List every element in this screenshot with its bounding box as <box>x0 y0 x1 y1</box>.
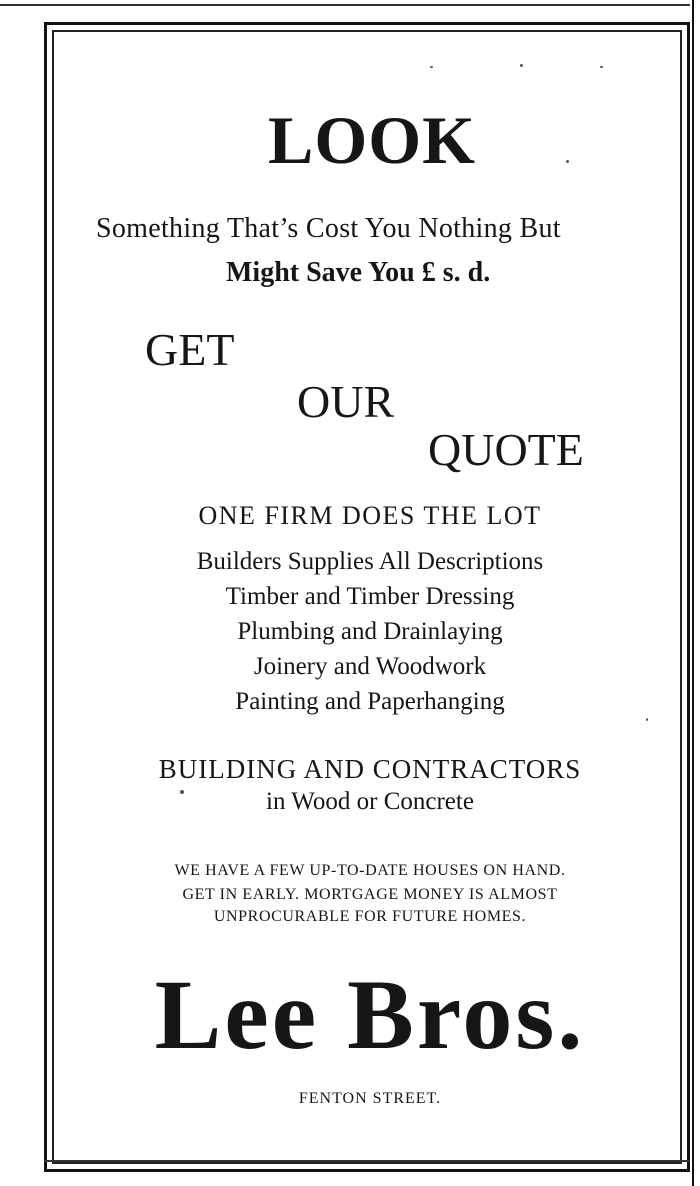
service-item: Builders Supplies All Descriptions <box>196 548 544 575</box>
tagline-line-1: Something That’s Cost You Nothing But <box>96 213 561 244</box>
notice-line: GET IN EARLY. MORTGAGE MONEY IS ALMOST <box>182 886 558 903</box>
contractors-subtitle: in Wood or Concrete <box>266 788 474 815</box>
cta-get: GET <box>145 324 235 375</box>
address: FENTON STREET. <box>298 1090 442 1107</box>
service-item: Plumbing and Drainlaying <box>237 618 503 645</box>
contractors-title: BUILDING AND CONTRACTORS <box>158 754 582 784</box>
headline: LOOK <box>267 102 477 178</box>
tagline-line-2: Might Save You £ s. d. <box>226 257 491 288</box>
service-item: Timber and Timber Dressing <box>225 583 515 610</box>
notice-line: UNPROCURABLE FOR FUTURE HOMES. <box>213 908 527 925</box>
service-item: Joinery and Woodwork <box>253 653 487 680</box>
notice-line: WE HAVE A FEW UP-TO-DATE HOUSES ON HAND. <box>174 862 566 879</box>
bottom-border-rule <box>44 1160 690 1162</box>
print-speck <box>566 160 569 163</box>
print-speck <box>646 718 648 721</box>
top-border-rule <box>0 0 700 6</box>
firm-line: ONE FIRM DOES THE LOT <box>198 501 542 530</box>
print-speck <box>520 64 523 67</box>
cta-quote: QUOTE <box>428 424 584 475</box>
print-speck <box>430 66 433 68</box>
cta-our: OUR <box>297 376 395 427</box>
brand-name: Lee Bros. <box>154 959 586 1070</box>
print-speck <box>600 66 603 68</box>
service-item: Painting and Paperhanging <box>235 688 505 715</box>
